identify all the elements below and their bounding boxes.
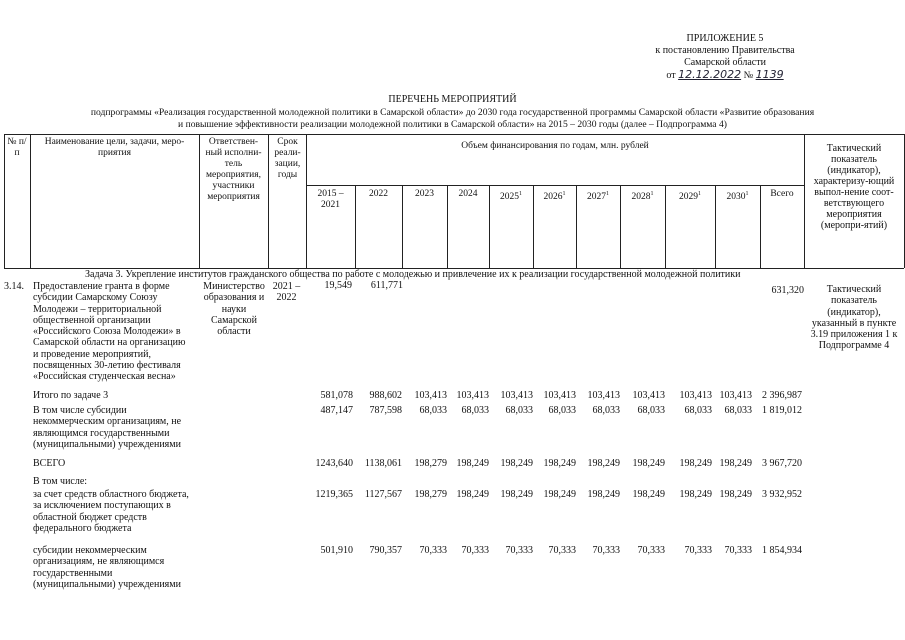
document-subtitle-2: и повышение эффективности реализации молодежной политики в Самарской области» на 2015 – 2030 годы (далее – Подпрограмма 4) — [178, 119, 727, 130]
summary-row-value: 198,249 — [587, 458, 620, 469]
summary-row-value: 68,033 — [419, 405, 447, 416]
summary-row-value: 198,249 — [632, 489, 665, 500]
summary-row-value: 198,249 — [500, 489, 533, 500]
summary-row-value: 70,333 — [592, 545, 620, 556]
year-header-2025: 2025$^1$ — [500, 191, 522, 203]
summary-row-value: 198,249 — [543, 458, 576, 469]
summary-row-value: 487,147 — [320, 405, 353, 416]
summary-row-value: 68,033 — [637, 405, 665, 416]
summary-row-label: В том числе: — [33, 476, 88, 487]
summary-row-value: 501,910 — [320, 545, 353, 556]
summary-row-value: 198,249 — [456, 489, 489, 500]
row-314-total: 631,320 — [771, 285, 804, 296]
summary-row-value: 198,249 — [543, 489, 576, 500]
appendix-title: ПРИЛОЖЕНИЕ 5 — [686, 33, 764, 44]
summary-row-value: 68,033 — [548, 405, 576, 416]
summary-row-value: 70,333 — [548, 545, 576, 556]
summary-row-value: 1127,567 — [364, 489, 402, 500]
row-314-indicator: Тактический показатель (индикатор), указанный в пункте 3.19 приложения 1 к Подпрограмме 4 — [810, 284, 898, 352]
appendix-header — [640, 33, 810, 82]
col-header-number: № п/п — [7, 137, 27, 158]
summary-row-value: 1 854,934 — [762, 545, 802, 556]
summary-row-value: 103,413 — [500, 390, 533, 401]
summary-row-value: 1219,365 — [315, 489, 353, 500]
summary-row-value: 1138,061 — [364, 458, 402, 469]
year-header-total: Всего — [770, 189, 794, 199]
document-title: ПЕРЕЧЕНЬ МЕРОПРИЯТИЙ — [388, 94, 517, 105]
summary-row-value: 988,602 — [369, 390, 402, 401]
document-subtitle-1: подпрограммы «Реализация государственной молодежной политики в Самарской области» до 2030 года государственной программы Самарской области «Развитие образования — [90, 107, 815, 118]
summary-row-value: 103,413 — [632, 390, 665, 401]
row-314-responsible: Министерство образования и науки Самарской области — [203, 281, 265, 338]
row-314-name: Предоставление гранта в форме субсидии Самарскому Союзу Молодежи – территориальной общественной организации «Российского Союза Молодежи» в Самарской области на организацию и проведение мероприятий, посвященных 30-летию фестиваля «Российская студенческая весна» — [33, 281, 186, 383]
summary-row-value: 103,413 — [679, 390, 712, 401]
year-header-2023: 2023 — [415, 189, 434, 199]
summary-row-value: 198,249 — [679, 489, 712, 500]
col-header-finance: Объем финансирования по годам, млн. рублей — [461, 141, 649, 151]
summary-row-value: 198,249 — [587, 489, 620, 500]
col-header-name: Наименование цели, задачи, меро-приятия — [44, 137, 185, 158]
summary-row-value: 3 967,720 — [762, 458, 802, 469]
year-header-2026: 2026$^1$ — [543, 191, 566, 203]
year-header-2028: 2028$^1$ — [631, 191, 654, 203]
summary-row-value: 198,279 — [414, 489, 447, 500]
summary-row-value: 790,357 — [369, 545, 402, 556]
summary-row-value: 1243,640 — [315, 458, 353, 469]
summary-row-value: 68,033 — [592, 405, 620, 416]
col-header-indicator: Тактический показатель (индикатор), характеризу-ющий выпол-нение соот-ветствующего мероприятия (меропри-ятий) — [813, 143, 895, 231]
col-header-term: Срок реали-зации, годы — [274, 137, 301, 180]
summary-row-value: 70,333 — [637, 545, 665, 556]
summary-row-value: 2 396,987 — [762, 390, 802, 401]
year-header-2030: 2030$^1$ — [726, 191, 749, 203]
row-314-number: 3.14. — [4, 281, 24, 292]
summary-row-value: 70,333 — [505, 545, 533, 556]
summary-row-label: ВСЕГО — [33, 458, 66, 469]
year-header-2027: 2027$^1$ — [587, 191, 609, 203]
summary-row-value: 787,598 — [369, 405, 402, 416]
summary-row-value: 103,413 — [719, 390, 752, 401]
year-header-2015-2021: 2015 – 2021 — [317, 189, 344, 210]
summary-row-value: 198,279 — [414, 458, 447, 469]
summary-row-value: 103,413 — [543, 390, 576, 401]
appendix-date-line: от 12.12.2022 № 1139 — [666, 68, 784, 81]
summary-row-value: 198,249 — [679, 458, 712, 469]
handwritten-number: 1139 — [755, 68, 784, 81]
row-314-term: 2021 – 2022 — [272, 281, 301, 304]
col-header-responsible: Ответствен-ный исполни-тель мероприятия, участники мероприятия — [205, 137, 262, 202]
summary-row-value: 70,333 — [684, 545, 712, 556]
year-header-2022: 2022 — [369, 189, 388, 199]
year-header-2024: 2024 — [458, 189, 478, 199]
summary-row-value: 70,333 — [419, 545, 447, 556]
year-header-2029: 2029$^1$ — [679, 191, 701, 203]
summary-row-value: 198,249 — [632, 458, 665, 469]
appendix-line1: к постановлению Правительства — [655, 45, 795, 56]
summary-row-value: 70,333 — [461, 545, 489, 556]
summary-row-label: Итого по задаче 3 — [33, 390, 109, 401]
task3-heading: Задача 3. Укрепление институтов гражданского общества по работе с молодежью и привлечение их к реализации государственной молодежной политики — [85, 269, 741, 280]
handwritten-date: 12.12.2022 — [678, 68, 742, 81]
summary-row-value: 198,249 — [719, 489, 752, 500]
summary-row-value: 103,413 — [456, 390, 489, 401]
summary-row-label: В том числе субсидии некоммерческим организациям, не являющимся государственными (муниципальными) учреждениями — [33, 405, 182, 450]
summary-row-value: 3 932,952 — [762, 489, 802, 500]
summary-row-value: 1 819,012 — [762, 405, 802, 416]
row-314-2022: 611,771 — [370, 280, 403, 291]
summary-row-value: 198,249 — [456, 458, 489, 469]
summary-row-value: 68,033 — [684, 405, 712, 416]
summary-row-value: 70,333 — [724, 545, 752, 556]
appendix-line2: Самарской области — [684, 57, 766, 68]
row-314-2015-2021: 19,549 — [324, 280, 352, 291]
summary-row-value: 68,033 — [461, 405, 489, 416]
summary-row-value: 103,413 — [587, 390, 620, 401]
summary-row-label: субсидии некоммерческим организациям, не являющимся государственными (муниципальными) учреждениями — [33, 545, 181, 590]
summary-row-value: 103,413 — [414, 390, 447, 401]
summary-row-label: за счет средств областного бюджета, за исключением поступающих в областной бюджет средств федерального бюджета — [33, 489, 189, 534]
summary-row-value: 68,033 — [724, 405, 752, 416]
summary-row-value: 198,249 — [500, 458, 533, 469]
summary-row-value: 198,249 — [719, 458, 752, 469]
summary-row-value: 68,033 — [505, 405, 533, 416]
summary-row-value: 581,078 — [320, 390, 353, 401]
